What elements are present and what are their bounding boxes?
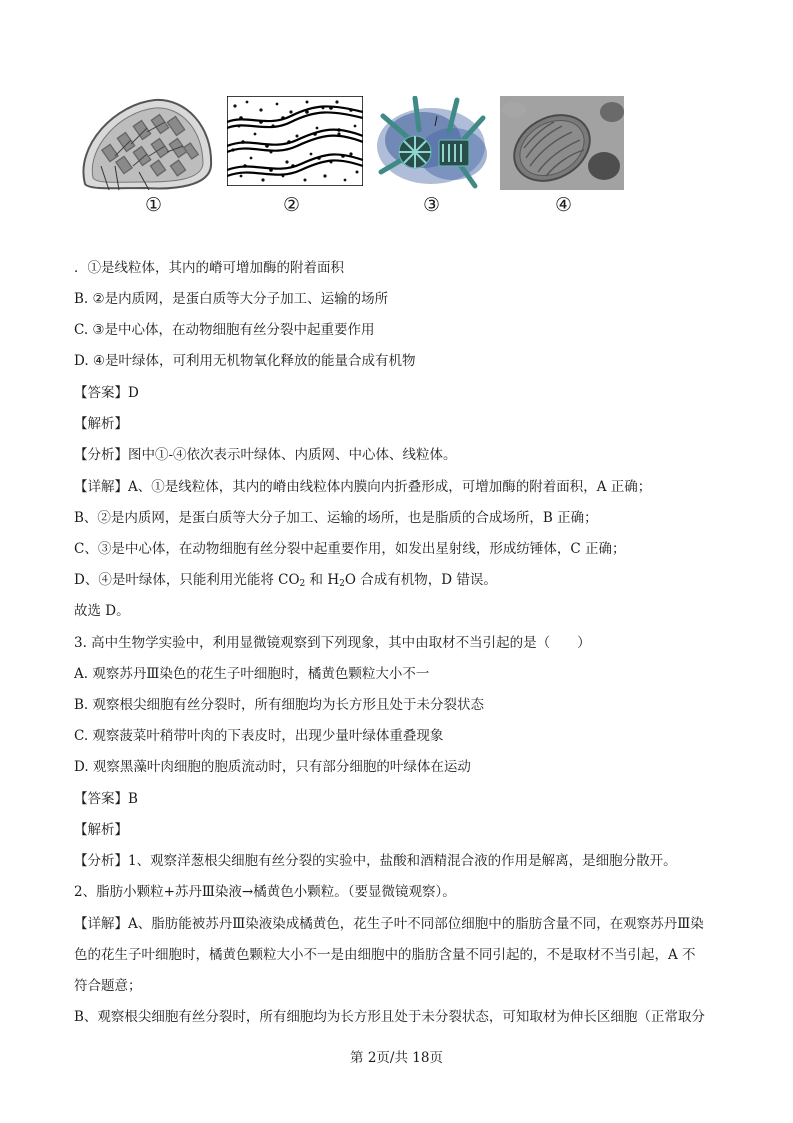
option-d-text: D. ④是叶绿体，可利用无机物氧化释放的能量合成有机物 bbox=[74, 353, 416, 369]
chloroplast-figure bbox=[75, 96, 215, 192]
option-b-text: B. ②是内质网，是蛋白质等大分子加工、运输的场所 bbox=[74, 291, 389, 307]
conclusion: 故选 D。 bbox=[74, 603, 130, 619]
figure-label-1: ① bbox=[145, 194, 163, 216]
detail-2-a-line-1: 【详解】A、脂肪能被苏丹Ⅲ染液染成橘黄色，花生子叶不同部位细胞中的脂肪含量不同，在观察苏丹Ⅲ染 bbox=[74, 916, 704, 932]
detail-b: B、②是内质网，是蛋白质等大分子加工、运输的场所，也是脂质的合成场所，B 正确； bbox=[74, 510, 598, 526]
question-3-option-d: D. 观察黑藻叶肉细胞的胞质流动时，只有部分细胞的叶绿体在运动 bbox=[74, 759, 471, 775]
page-footer: 第 2页/共 18页 bbox=[350, 1050, 443, 1066]
question-3-option-c: C. 观察菠菜叶稍带叶肉的下表皮时，出现少量叶绿体重叠现象 bbox=[74, 728, 444, 744]
option-a-text: ．①是线粒体，其内的嵴可增加酶的附着面积 bbox=[74, 260, 344, 276]
endoplasmic-reticulum-figure bbox=[227, 96, 363, 186]
detail-a: 【详解】A、①是线粒体，其内的嵴由线粒体内膜向内折叠形成，可增加酶的附着面积，A 正确； bbox=[74, 479, 652, 495]
analysis-point-2: 2、脂肪小颗粒+苏丹Ⅲ染液→橘黄色小颗粒。（要显微镜观察）。 bbox=[74, 884, 456, 900]
detail-2-a-line-2: 色的花生子叶细胞时，橘黄色颗粒大小不一是由细胞中的脂肪含量不同引起的，不是取材不当引起，A 不 bbox=[74, 947, 696, 963]
option-c-text: C. ③是中心体，在动物细胞有丝分裂中起重要作用 bbox=[74, 322, 375, 338]
detail-2-a-line-3: 符合题意； bbox=[74, 978, 142, 994]
question-3-option-a: A. 观察苏丹Ⅲ染色的花生子叶细胞时，橘黄色颗粒大小不一 bbox=[74, 666, 430, 682]
figure-label-4: ④ bbox=[555, 194, 573, 216]
figure-row bbox=[75, 96, 635, 226]
figure-label-3: ③ bbox=[423, 194, 441, 216]
detail-2-b-line-1: B、观察根尖细胞有丝分裂时，所有细胞均为长方形且处于未分裂状态，可知取材为伸长区细胞（正常取分 bbox=[74, 1009, 705, 1025]
analysis-label-2: 【解析】 bbox=[74, 822, 128, 838]
question-3-stem: 3. 高中生物学实验中，利用显微镜观察到下列现象，其中由取材不当引起的是（ ） bbox=[74, 635, 591, 651]
answer-label-2: 【答案】B bbox=[74, 791, 138, 807]
answer-label: 【答案】D bbox=[74, 385, 139, 401]
detail-c: C、③是中心体，在动物细胞有丝分裂中起重要作用，如发出星射线，形成纺锤体，C 正确； bbox=[74, 541, 626, 557]
analysis-label: 【解析】 bbox=[74, 416, 128, 432]
centrosome-figure bbox=[375, 96, 493, 192]
figure-label-2: ② bbox=[283, 194, 301, 216]
detail-d: D、④是叶绿体，只能利用光能将 $CO_2$ 和 $H_2O$ 合成有机物，D 错误。 bbox=[74, 572, 497, 589]
analysis-summary: 【分析】图中①-④依次表示叶绿体、内质网、中心体、线粒体。 bbox=[74, 447, 457, 463]
question-3-option-b: B. 观察根尖细胞有丝分裂时，所有细胞均为长方形且处于未分裂状态 bbox=[74, 697, 485, 713]
analysis-point-1: 【分析】1、观察洋葱根尖细胞有丝分裂的实验中，盐酸和酒精混合液的作用是解离，是细胞分散开。 bbox=[74, 853, 677, 869]
mitochondrion-figure bbox=[500, 96, 624, 190]
